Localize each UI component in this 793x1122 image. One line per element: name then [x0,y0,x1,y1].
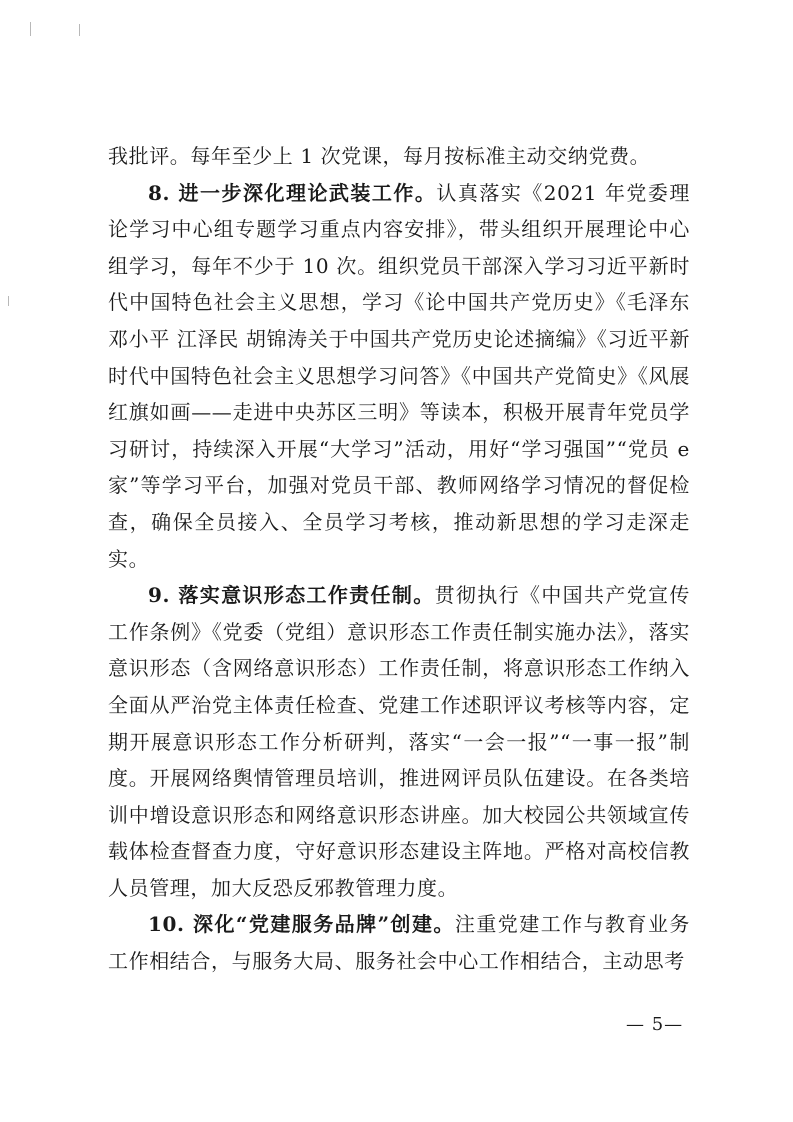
paragraph-body: 我批评。每年至少上 1 次党课，每月按标准主动交纳党费。 [108,144,651,168]
paragraph-body: 认真落实《2021 年党委理论学习中心组专题学习重点内容安排》，带头组织开展理论中心组学习，每年不少于 10 次。组织党员干部深入学习习近平新时代中国特色社会主义思想，学习《论中国共产党历史》《毛泽东 邓小平 江泽民 胡锦涛关于中国共产党历史论述摘编》《习近平新时代中国特色社会主义思想学习问答》《中国共产党简史》《风展红旗如画——走进中央苏区三明》等读本，积极开展青年党员学习研讨，持续深入开展“大学习”活动，用好“学习强国”“党员 e 家”等学习平台，加强对党员干部、教师网络学习情况的督促检查，确保全员接入、全员学习考核，推动新思想的学习走深走实。 [108,180,691,571]
paragraph-heading: 10. 深化“党建服务品牌”创建。 [148,912,455,937]
paragraph-heading: 9. 落实意识形态工作责任制。 [148,583,435,608]
paragraph-heading: 8. 进一步深化理论武装工作。 [148,180,437,205]
paragraph-body: 注重党建工作与教育业务工作相结合，与服务大局、服务社会中心工作相结合，主动思考 [108,912,690,974]
document-body [108,138,690,980]
paragraph-item-8 [108,175,690,578]
paragraph-item-9 [108,577,690,906]
paragraph-item-10 [108,906,690,979]
scan-mark-edge [8,296,9,306]
paragraph-body: 贯彻执行《中国共产党宣传工作条例》《党委（党组）意识形态工作责任制实施办法》，落实意识形态（含网络意识形态）工作责任制，将意识形态工作纳入全面从严治党主体责任检查、党建工作述职评议考核等内容，定期开展意识形态工作分析研判，落实“一会一报”“一事一报”制度。开展网络舆情管理员培训，推进网评员队伍建设。在各类培训中增设意识形态和网络意识形态讲座。加大校园公共领域宣传载体检查督查力度，守好意识形态建设主阵地。严格对高校信教人员管理，加大反恐反邪教管理力度。 [108,583,691,900]
page-number: — 5— [626,1014,684,1035]
scan-mark-left [30,22,31,36]
paragraph-continuation [108,138,690,175]
scan-mark-top [79,24,80,36]
